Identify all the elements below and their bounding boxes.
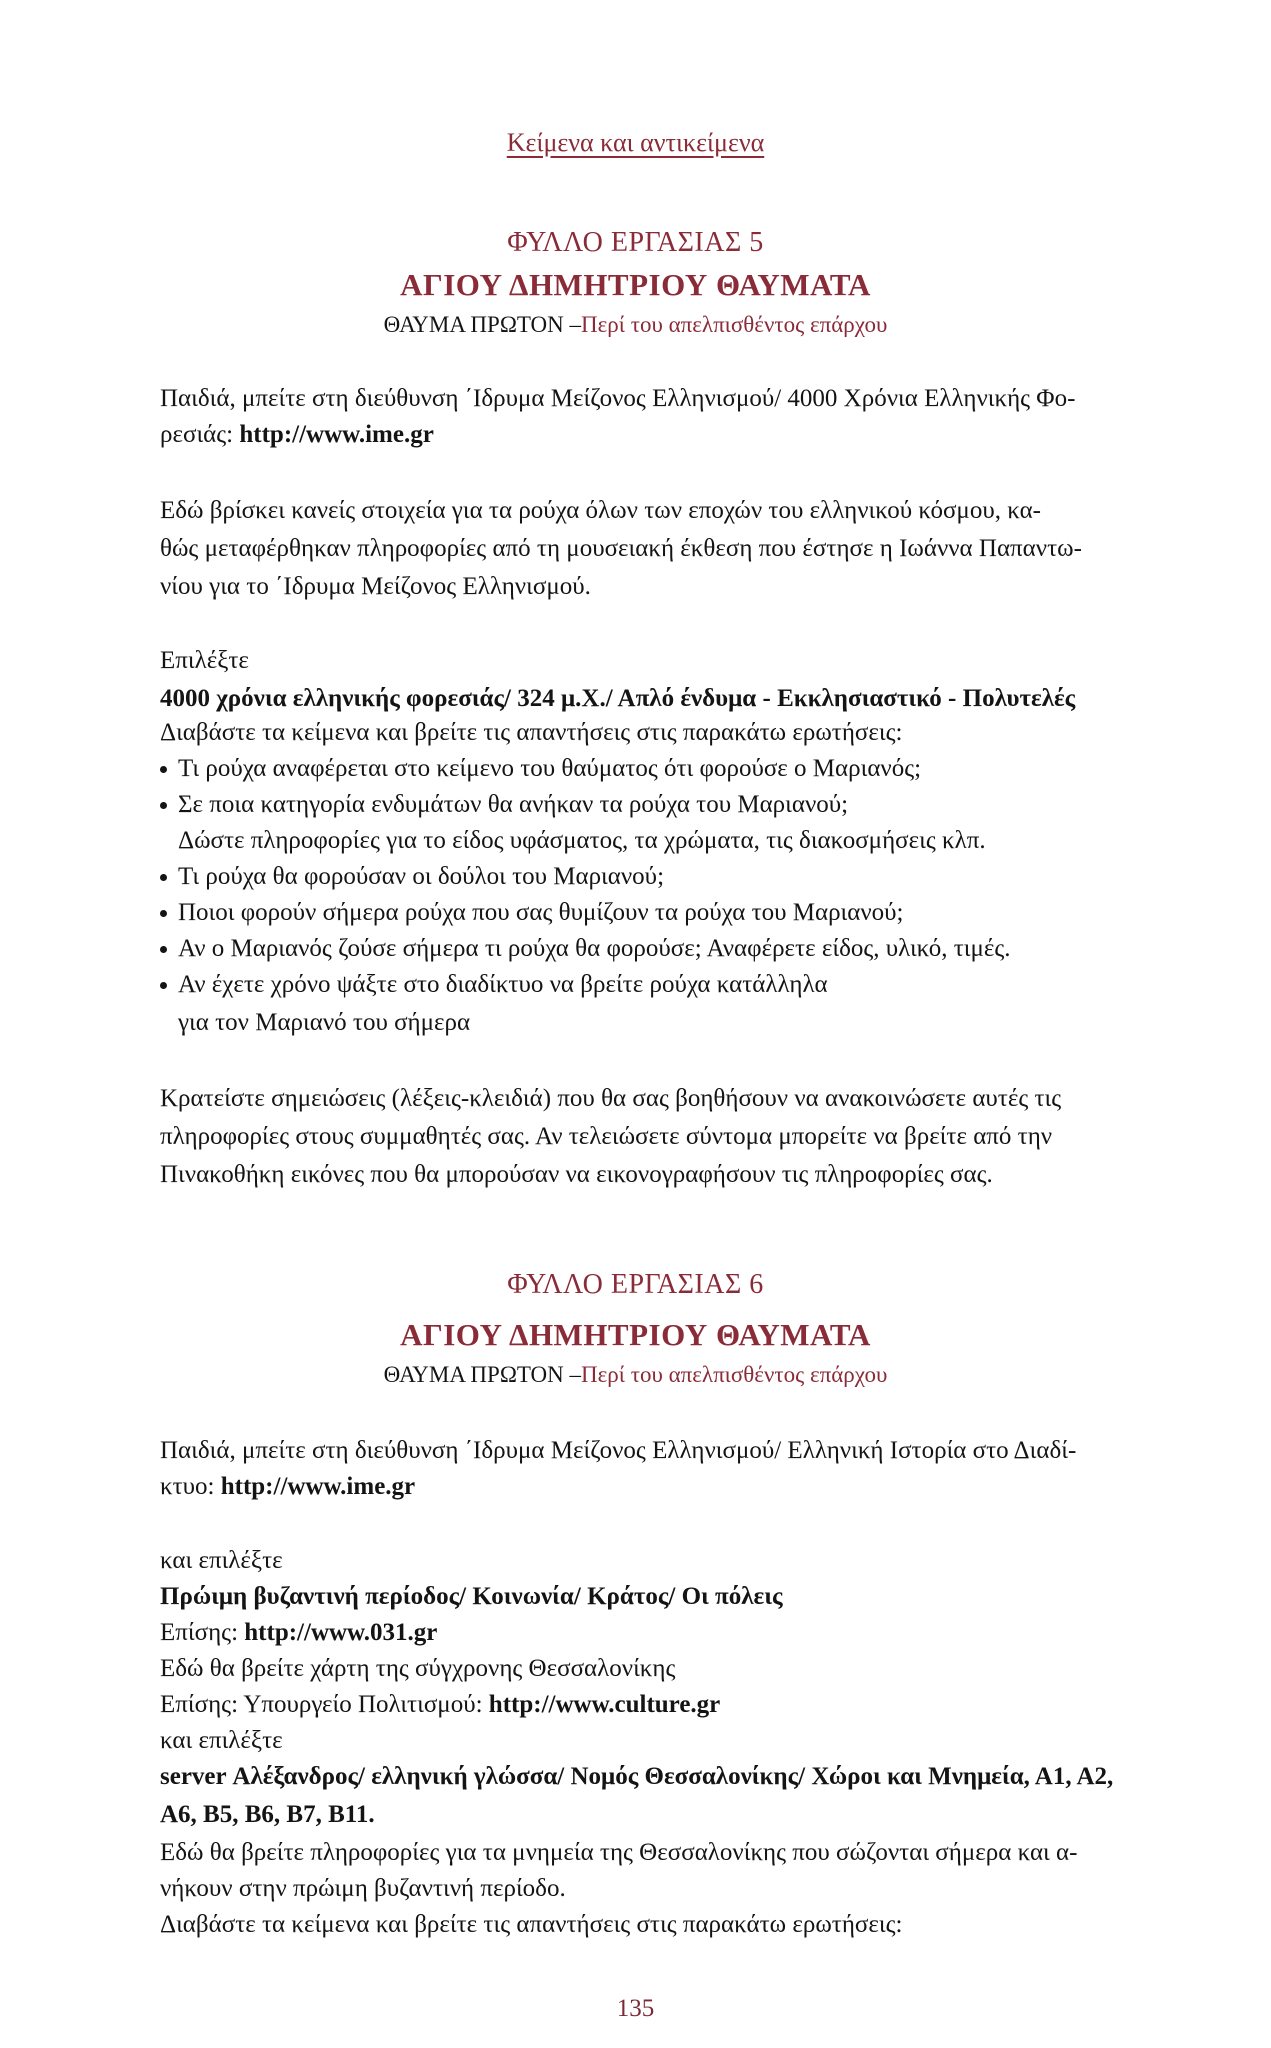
ime-link[interactable]: http://www.ime.gr	[220, 1473, 416, 1500]
subtitle-part-b: Περί του απελπισθέντος επάρχου	[581, 312, 888, 337]
ws6-navigation-path-1: Πρώιμη βυζαντινή περίοδος/ Κοινωνία/ Κράτος/ Οι πόλεις	[160, 1583, 783, 1610]
ws6-monuments-line-2: νήκουν στην πρώιμη βυζαντινή περίοδο.	[160, 1875, 566, 1902]
ws5-intro-line-1: Παιδιά, μπείτε στη διεύθυνση ΄Ιδρυμα Μείζονος Ελληνισμού/ 4000 Χρόνια Ελληνικής Φο-	[160, 385, 1076, 412]
ws5-question-1: Τι ρούχα αναφέρεται στο κείμενο του θαύματος ότι φορούσε ο Μαριανός;	[178, 755, 922, 782]
worksheet-5-subtitle	[0, 310, 1271, 340]
culture-link[interactable]: http://www.culture.gr	[488, 1691, 721, 1718]
ws5-notes-line-1: Κρατείστε σημειώσεις (λέξεις-κλειδιά) που θα σας βοηθήσουν να ανακοινώσετε αυτές τις	[160, 1085, 1062, 1112]
ws5-question-4: Ποιοι φορούν σήμερα ρούχα που σας θυμίζουν τα ρούχα του Μαριανού;	[178, 899, 904, 926]
ws6-intro-line-1: Παιδιά, μπείτε στη διεύθυνση ΄Ιδρυμα Μείζονος Ελληνισμού/ Ελληνική Ιστορία στο Διαδί-	[160, 1437, 1077, 1464]
ws6-intro-line-2: κτυο: http://www.ime.gr	[160, 1473, 416, 1500]
ws6-map-text: Εδώ θα βρείτε χάρτη της σύγχρονης Θεσσαλονίκης	[160, 1655, 676, 1682]
ws6-also-line-1: Επίσης: http://www.031.gr	[160, 1619, 438, 1646]
ws6-select-label-1: και επιλέξτε	[160, 1547, 283, 1574]
worksheet-5-title: ΦΥΛΛΟ ΕΡΓΑΣΙΑΣ 5	[507, 227, 764, 258]
worksheet-5-heading: ΑΓΙΟΥ ΔΗΜΗΤΡΙΟΥ ΘΑΥΜΑΤΑ	[400, 267, 871, 302]
ws6-also-line-2: Επίσης: Υπουργείο Πολιτισμού: http://www.culture.gr	[160, 1691, 721, 1718]
ws6-select-label-2: και επιλέξτε	[160, 1727, 283, 1754]
ws5-para-line-3: νίου για το ΄Ιδρυμα Μείζονος Ελληνισμού.	[160, 573, 591, 600]
ws5-para-line-1: Εδώ βρίσκει κανείς στοιχεία για τα ρούχα όλων των εποχών του ελληνικού κόσμου, κα-	[160, 497, 1042, 524]
ws6-navigation-path-2-line-2: Α6, Β5, Β6, Β7, Β11.	[160, 1801, 375, 1828]
subtitle-part-a: ΘΑΥΜΑ ΠΡΩΤΟΝ –	[383, 1362, 582, 1387]
ws6-monuments-line-1: Εδώ θα βρείτε πληροφορίες για τα μνημεία της Θεσσαλονίκης που σώζονται σήμερα και α-	[160, 1839, 1078, 1866]
worksheet-6-subtitle	[0, 1360, 1271, 1390]
worksheet-6-title: ΦΥΛΛΟ ΕΡΓΑΣΙΑΣ 6	[507, 1269, 764, 1300]
ws5-notes-line-2: πληροφορίες στους συμμαθητές σας. Αν τελειώσετε σύντομα μπορείτε να βρείτε από την	[160, 1123, 1053, 1150]
ws5-navigation-path: 4000 χρόνια ελληνικής φορεσιάς/ 324 μ.Χ./ Απλό ένδυμα - Εκκλησιαστικό - Πολυτελές	[160, 685, 1076, 712]
ime-link[interactable]: http://www.ime.gr	[239, 421, 434, 448]
worksheet-6-heading: ΑΓΙΟΥ ΔΗΜΗΤΡΙΟΥ ΘΑΥΜΑΤΑ	[400, 1317, 871, 1352]
ws5-question-2-note: Δώστε πληροφορίες για το είδος υφάσματος, τα χρώματα, τις διακοσμήσεις κλπ.	[178, 827, 986, 854]
ws5-notes-line-3: Πινακοθήκη εικόνες που θα μπορούσαν να εικονογραφήσουν τις πληροφορίες σας.	[160, 1161, 993, 1188]
ws5-question-5: Αν ο Μαριανός ζούσε σήμερα τι ρούχα θα φορούσε; Αναφέρετε είδος, υλικό, τιμές.	[178, 935, 1011, 962]
ws5-intro-line-2: ρεσιάς: http://www.ime.gr	[160, 421, 434, 448]
ws5-question-6: Αν έχετε χρόνο ψάξτε στο διαδίκτυο να βρείτε ρούχα κατάλληλα	[178, 971, 828, 998]
ws5-select-label: Επιλέξτε	[160, 647, 249, 674]
ws5-read-instruction: Διαβάστε τα κείμενα και βρείτε τις απαντήσεις στις παρακάτω ερωτήσεις:	[160, 719, 903, 746]
subtitle-part-a: ΘΑΥΜΑ ΠΡΩΤΟΝ –	[383, 312, 582, 337]
ws6-navigation-path-2-line-1: server Αλέξανδρος/ ελληνική γλώσσα/ Νομός Θεσσαλονίκης/ Χώροι και Μνημεία, Α1, Α2,	[160, 1763, 1114, 1790]
ws5-question-2: Σε ποια κατηγορία ενδυμάτων θα ανήκαν τα ρούχα του Μαριανού;	[178, 791, 849, 818]
031-link[interactable]: http://www.031.gr	[244, 1619, 438, 1646]
ws5-question-3: Τι ρούχα θα φορούσαν οι δούλοι του Μαριανού;	[178, 863, 665, 890]
ws5-question-6-cont: για τον Μαριανό του σήμερα	[178, 1009, 471, 1036]
ws5-para-line-2: θώς μεταφέρθηκαν πληροφορίες από τη μουσειακή έκθεση που έστησε η Ιωάννα Παπαντω-	[160, 535, 1082, 562]
page-number: 135	[616, 1995, 655, 2022]
ws6-read-instruction: Διαβάστε τα κείμενα και βρείτε τις απαντήσεις στις παρακάτω ερωτήσεις:	[160, 1911, 903, 1938]
subtitle-part-b: Περί του απελπισθέντος επάρχου	[581, 1362, 888, 1387]
page-header: Κείμενα και αντικείμενα	[506, 128, 765, 157]
